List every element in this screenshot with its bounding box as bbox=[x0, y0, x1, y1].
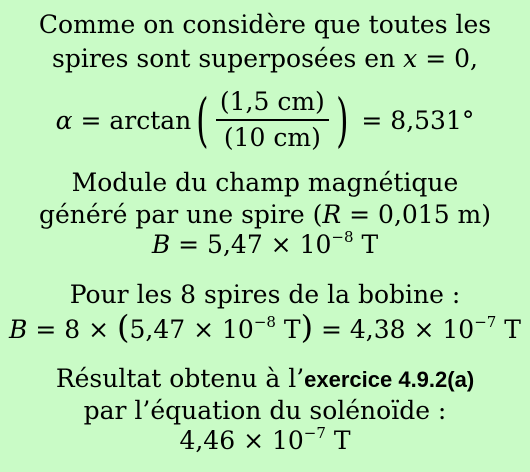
b-exponent: −8 bbox=[331, 228, 354, 246]
arctan-label: = arctan bbox=[72, 105, 192, 135]
alpha-symbol: α bbox=[55, 105, 73, 135]
fraction-numerator: (1,5 cm) bbox=[219, 87, 325, 116]
left-big-paren: ( bbox=[196, 86, 209, 154]
alpha-fraction bbox=[216, 85, 329, 155]
alpha-result: = 8,531° bbox=[353, 105, 475, 135]
coil-multiplier: = 8 × bbox=[27, 315, 117, 344]
variable-x: x bbox=[403, 44, 418, 73]
result-unit: T bbox=[325, 426, 351, 455]
result-exponent: −7 bbox=[303, 424, 326, 442]
result-line-1 bbox=[0, 364, 530, 395]
coil-inner-unit: T bbox=[275, 315, 301, 344]
b-mantissa: = 5,47 × 10 bbox=[170, 230, 332, 259]
result-text: Résultat obtenu à l’ bbox=[55, 364, 305, 393]
single-spire-field bbox=[0, 230, 530, 260]
result-value bbox=[0, 426, 530, 456]
coil-result: = 4,38 × 10 bbox=[313, 315, 475, 344]
module-text-1: Module du champ magnétique bbox=[71, 168, 459, 197]
intro-text-2: spires sont superposées en bbox=[52, 44, 404, 73]
intro-line-1 bbox=[0, 10, 530, 40]
module-line-2 bbox=[0, 200, 530, 230]
coil-result-exponent: −7 bbox=[474, 313, 497, 331]
alpha-equation bbox=[0, 80, 530, 160]
coil-variable-b: B bbox=[9, 315, 28, 344]
coil-inner-exponent: −8 bbox=[253, 313, 276, 331]
module-text-2: généré par une spire ( bbox=[38, 200, 323, 229]
intro-line-2 bbox=[0, 44, 530, 74]
coil-inner: 5,47 × 10 bbox=[129, 315, 254, 344]
module-line-1 bbox=[0, 168, 530, 198]
variable-b: B bbox=[151, 230, 171, 259]
coil-field-equation bbox=[0, 308, 530, 346]
result-line-2 bbox=[0, 396, 530, 426]
solenoid-text: par l’équation du solénoïde : bbox=[83, 396, 447, 425]
variable-r: R bbox=[322, 200, 342, 229]
result-mantissa: 4,46 × 10 bbox=[179, 426, 304, 455]
b-unit: T bbox=[353, 230, 379, 259]
right-big-paren: ) bbox=[335, 86, 349, 154]
coil-paren-open: ( bbox=[117, 308, 130, 346]
intro-equals-zero: = 0, bbox=[417, 44, 478, 73]
radius-value: = 0,015 m) bbox=[341, 200, 492, 229]
coil-text: Pour les 8 spires de la bobine : bbox=[69, 280, 461, 309]
fraction-denominator: (10 cm) bbox=[223, 123, 321, 152]
intro-text-1: Comme on considère que toutes les bbox=[38, 10, 492, 39]
coil-paren-close: ) bbox=[300, 308, 314, 346]
exercise-reference: exercice 4.9.2(a) bbox=[304, 367, 475, 392]
coil-result-unit: T bbox=[496, 315, 521, 344]
coil-line-1 bbox=[0, 280, 530, 310]
